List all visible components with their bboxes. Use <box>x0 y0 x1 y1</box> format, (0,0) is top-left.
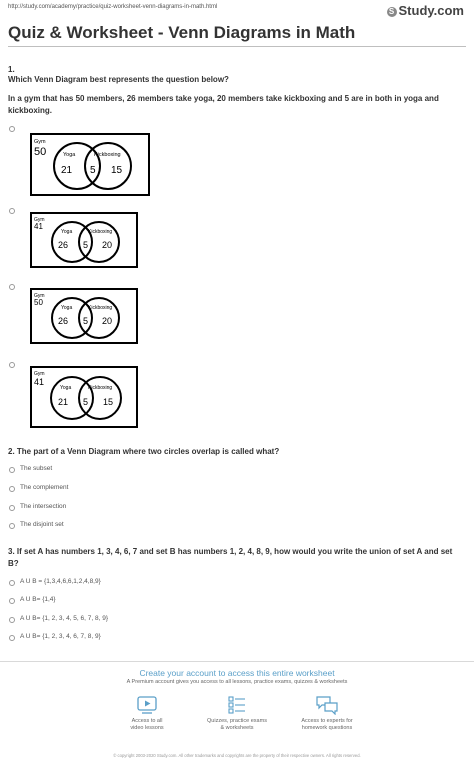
q2-text: 2. The part of a Venn Diagram where two circles overlap is called what? <box>8 447 280 456</box>
video-icon <box>136 695 158 715</box>
kickboxing-only-count: 15 <box>111 165 123 176</box>
logo-text: Study.com <box>398 3 464 18</box>
q2-option-4-label[interactable]: The disjoint set <box>20 521 64 528</box>
venn-diagram-option-2[interactable] <box>30 212 138 268</box>
q1-option-1-radio[interactable] <box>9 126 15 132</box>
q2-option-1-label[interactable]: The subset <box>20 465 53 472</box>
logo-mark-icon: S <box>387 7 397 17</box>
q1-option-3-radio[interactable] <box>9 284 15 290</box>
yoga-only-count: 26 <box>58 240 69 250</box>
gym-count: 50 <box>34 298 43 307</box>
feature-quizzes-label: Quizzes, practice exams & worksheets <box>207 718 267 731</box>
q3-text: 3. If set A has numbers 1, 3, 4, 6, 7 and set B has numbers 1, 2, 4, 8, 9, how would you write the union of set A and set B? <box>8 547 453 568</box>
q3-option-3-radio[interactable] <box>9 617 15 623</box>
gym-label: Gym <box>34 293 45 299</box>
yoga-only-count: 26 <box>58 316 69 326</box>
q3-option-1-radio[interactable] <box>9 580 15 586</box>
yoga-only-count: 21 <box>61 165 73 176</box>
q2-option-3-radio[interactable] <box>9 505 15 511</box>
chat-icon <box>315 695 339 715</box>
promo-title[interactable]: Create your account to access this entire worksheet <box>139 668 335 678</box>
kickboxing-only-count: 20 <box>102 240 113 250</box>
q1-prompt: Which Venn Diagram best represents the question below? <box>8 75 229 84</box>
yoga-label: Yoga <box>60 385 72 391</box>
q3-option-2-label[interactable]: A U B= {1,4} <box>20 596 56 603</box>
q3-option-4-radio[interactable] <box>9 635 15 641</box>
q1-number: 1. <box>8 65 15 74</box>
yoga-label: Yoga <box>61 305 73 311</box>
gym-count: 50 <box>34 146 47 158</box>
overlap-count: 5 <box>83 397 89 407</box>
page-title: Quiz & Worksheet - Venn Diagrams in Math <box>8 23 356 42</box>
feature-video-label: Access to all video lessons <box>130 718 164 731</box>
feature-experts[interactable] <box>277 695 377 732</box>
venn-diagram-option-4[interactable] <box>30 366 138 428</box>
promo-subtitle: A Premium account gives you access to all lessons, practice exams, quizzes & worksheets <box>126 679 348 685</box>
promo-divider <box>0 661 474 662</box>
kickboxing-label: Kickboxing <box>88 385 113 391</box>
q2-option-2-radio[interactable] <box>9 486 15 492</box>
yoga-only-count: 21 <box>58 397 69 407</box>
overlap-count: 5 <box>90 165 96 176</box>
q2-option-2-label[interactable]: The complement <box>20 484 69 491</box>
q3-option-2-radio[interactable] <box>9 598 15 604</box>
q2-option-4-radio[interactable] <box>9 523 15 529</box>
yoga-label: Yoga <box>63 152 76 158</box>
q2-option-3-label[interactable]: The intersection <box>20 503 67 510</box>
kickboxing-label: Kickboxing <box>88 305 113 311</box>
gym-label: Gym <box>34 371 45 377</box>
feature-video-lessons[interactable] <box>97 695 197 732</box>
yoga-label: Yoga <box>61 229 73 235</box>
quiz-icon <box>226 695 248 715</box>
gym-count: 41 <box>34 377 45 387</box>
kickboxing-only-count: 20 <box>102 316 113 326</box>
feature-quizzes[interactable] <box>187 695 287 732</box>
title-divider <box>8 46 466 47</box>
copyright-footer: © copyright 2003-2020 Study.com. All other trademarks and copyrights are the property of their respective owners. All rights reserved. <box>113 753 361 758</box>
q1-option-4-radio[interactable] <box>9 362 15 368</box>
q1-text: In a gym that has 50 members, 26 members take yoga, 20 members take kickboxing and 5 are in both in yoga and kickboxing. <box>8 94 439 115</box>
feature-experts-label: Access to experts for homework questions <box>301 718 353 731</box>
q3-option-4-label[interactable]: A U B= {1, 2, 3, 4, 6, 7, 8, 9} <box>20 633 101 640</box>
venn-diagram-option-1[interactable] <box>30 133 150 196</box>
page-url[interactable]: http://study.com/academy/practice/quiz-worksheet-venn-diagrams-in-math.html <box>8 4 218 10</box>
top-bar <box>0 0 474 22</box>
gym-count: 41 <box>34 222 43 231</box>
kickboxing-only-count: 15 <box>103 397 114 407</box>
q3-option-1-label[interactable]: A U B = {1,3,4,6,6,1,2,4,8,9} <box>20 578 101 585</box>
q1-option-2-radio[interactable] <box>9 208 15 214</box>
gym-label: Gym <box>34 139 46 145</box>
q2-option-1-radio[interactable] <box>9 467 15 473</box>
q3-option-3-label[interactable]: A U B= {1, 2, 3, 4, 5, 6, 7, 8, 9} <box>20 615 108 622</box>
gym-label: Gym <box>34 217 45 223</box>
kickboxing-label: Kickboxing <box>94 152 121 158</box>
kickboxing-label: Kickboxing <box>88 229 113 235</box>
study-logo[interactable] <box>387 3 465 18</box>
overlap-count: 5 <box>83 240 89 250</box>
overlap-count: 5 <box>83 316 89 326</box>
venn-diagram-option-3[interactable] <box>30 288 138 344</box>
